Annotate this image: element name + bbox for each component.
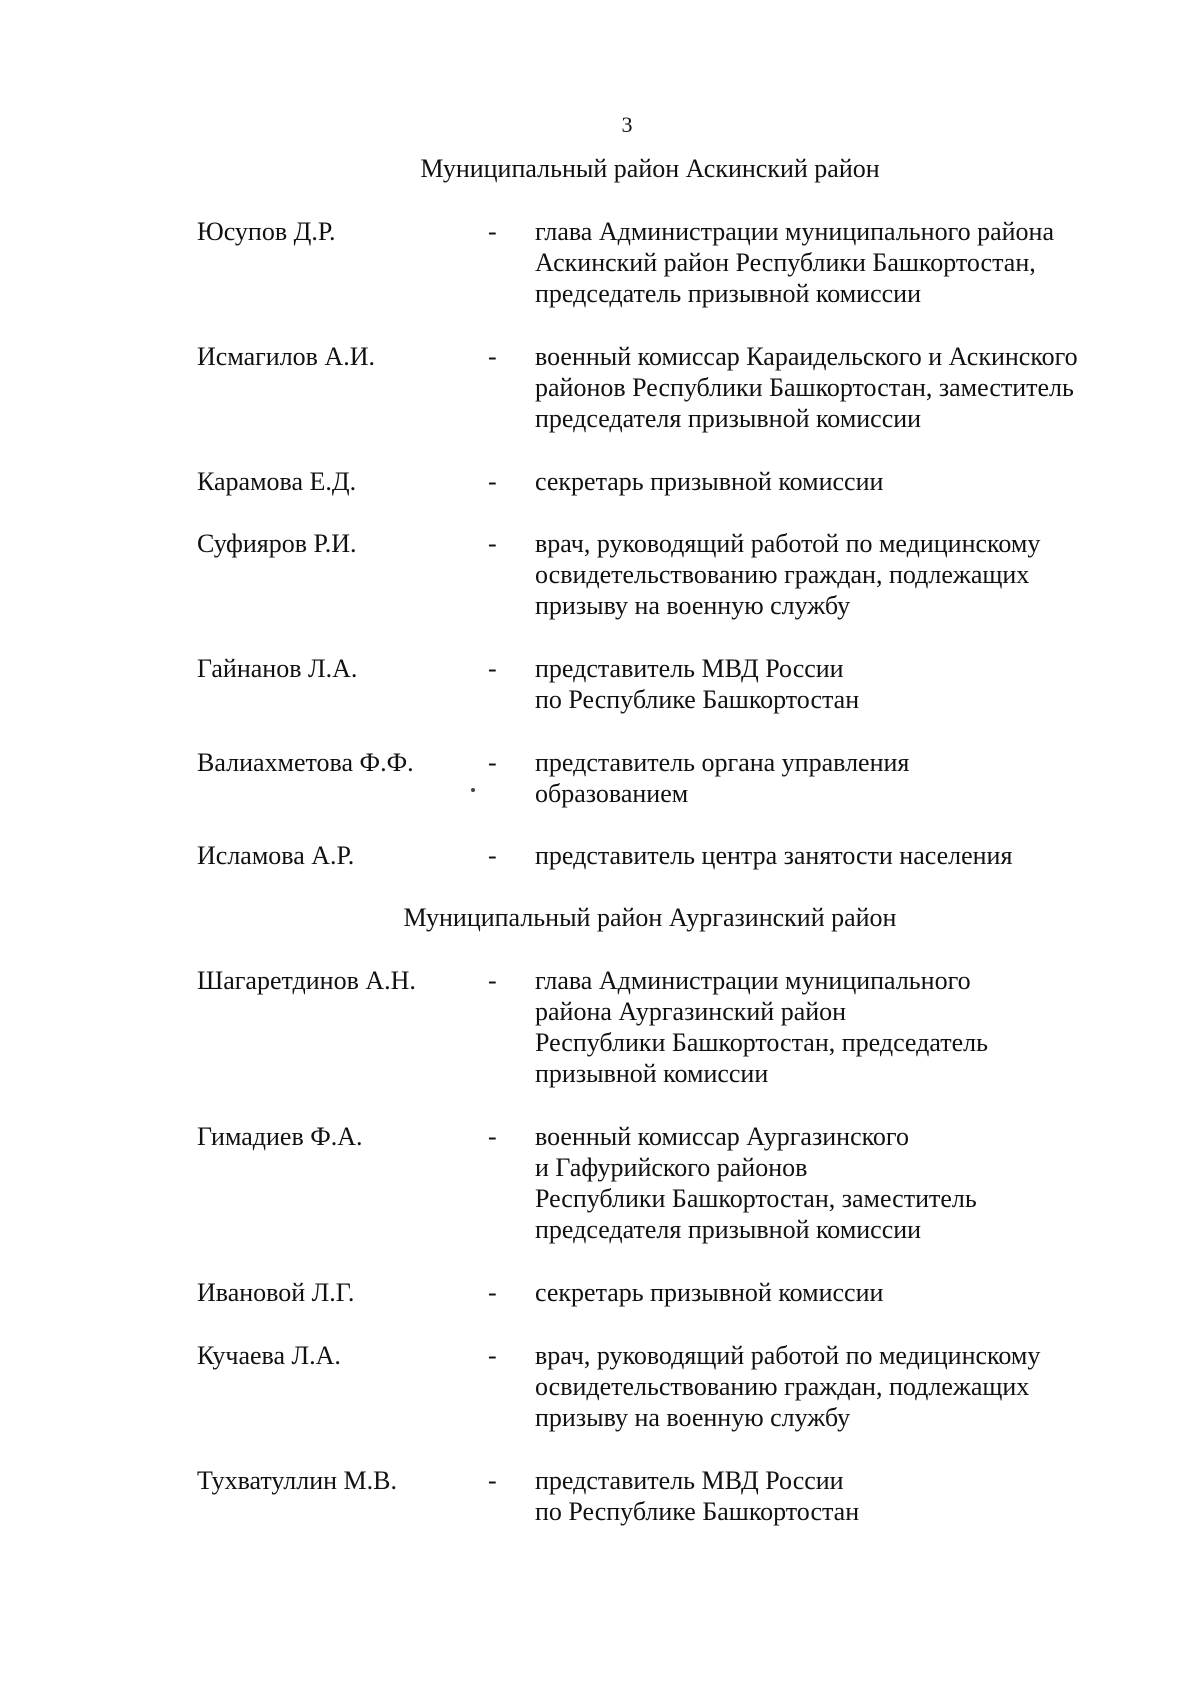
member-role [535, 528, 1135, 621]
member-name: Исмагилов А.И. [197, 342, 376, 371]
member-role [535, 1465, 1135, 1527]
dash: - [488, 217, 497, 246]
role-line: военный комиссар Аургазинского [535, 1122, 909, 1151]
member-role [535, 341, 1135, 434]
role-line: районов Республики Башкортостан, заместитель [535, 373, 1074, 402]
role-line: глава Администрации муниципального района [535, 217, 1054, 246]
section-title: Муниципальный район Аургазинский район [403, 903, 897, 932]
role-line: образованием [535, 779, 689, 808]
dash: - [488, 1122, 497, 1151]
member-name: Суфияров Р.И. [197, 529, 357, 558]
role-line: призыву на военную службу [535, 1403, 851, 1432]
role-line: представитель органа управления [535, 748, 910, 777]
role-line: секретарь призывной комиссии [535, 467, 884, 496]
role-line: глава Администрации муниципального [535, 966, 971, 995]
role-line: председатель призывной комиссии [535, 279, 921, 308]
member-role [535, 840, 1135, 871]
dash: - [488, 966, 497, 995]
member-role [535, 1277, 1135, 1308]
role-line: представитель центра занятости населения [535, 841, 1013, 870]
member-name: Тухватуллин М.В. [197, 1466, 398, 1495]
role-line: призыву на военную службу [535, 591, 851, 620]
member-role [535, 1121, 1135, 1245]
dash: - [488, 467, 497, 496]
member-name: Юсупов Д.Р. [197, 217, 336, 246]
dash: - [488, 1466, 497, 1495]
role-line: призывной комиссии [535, 1059, 769, 1088]
member-name: Гимадиев Ф.А. [197, 1122, 363, 1151]
role-line: представитель МВД России [535, 654, 844, 683]
member-name: Исламова А.Р. [197, 841, 355, 870]
dash: - [488, 342, 497, 371]
member-name: Валиахметова Ф.Ф. [197, 748, 414, 777]
role-line: по Республике Башкортостан [535, 685, 860, 714]
role-line: врач, руководящий работой по медицинскому [535, 1341, 1041, 1370]
member-role [535, 653, 1135, 715]
member-role [535, 466, 1135, 497]
role-line: Аскинский район Республики Башкортостан, [535, 248, 1036, 277]
member-name: Кучаева Л.А. [197, 1341, 341, 1370]
page-number: 3 [621, 112, 633, 137]
role-line: освидетельствованию граждан, подлежащих [535, 560, 1030, 589]
member-name: Шагаретдинов А.Н. [197, 966, 416, 995]
section-title: Муниципальный район Аскинский район [420, 154, 880, 183]
role-line: Республики Башкортостан, председатель [535, 1028, 988, 1057]
dash: - [488, 529, 497, 558]
role-line: Республики Башкортостан, заместитель [535, 1184, 977, 1213]
dash: - [488, 654, 497, 683]
role-line: врач, руководящий работой по медицинскому [535, 529, 1041, 558]
member-role [535, 1340, 1135, 1433]
dash: - [488, 1341, 497, 1370]
role-line: района Аургазинский район [535, 997, 847, 1026]
role-line: представитель МВД России [535, 1466, 844, 1495]
role-line: секретарь призывной комиссии [535, 1278, 884, 1307]
role-line: по Республике Башкортостан [535, 1497, 860, 1526]
role-line: председателя призывной комиссии [535, 1215, 922, 1244]
role-line: военный комиссар Караидельского и Аскинского [535, 342, 1078, 371]
member-role [535, 216, 1135, 309]
dash: - [488, 1278, 497, 1307]
member-name: Карамова Е.Д. [197, 467, 357, 496]
member-role [535, 965, 1135, 1089]
role-line: освидетельствованию граждан, подлежащих [535, 1372, 1030, 1401]
member-name: Ивановой Л.Г. [197, 1278, 355, 1307]
dash: - [488, 841, 497, 870]
scan-speck [471, 788, 475, 792]
role-line: председателя призывной комиссии [535, 404, 922, 433]
member-name: Гайнанов Л.А. [197, 654, 358, 683]
role-line: и Гафурийского районов [535, 1153, 808, 1182]
dash: - [488, 748, 497, 777]
member-role [535, 747, 1135, 809]
